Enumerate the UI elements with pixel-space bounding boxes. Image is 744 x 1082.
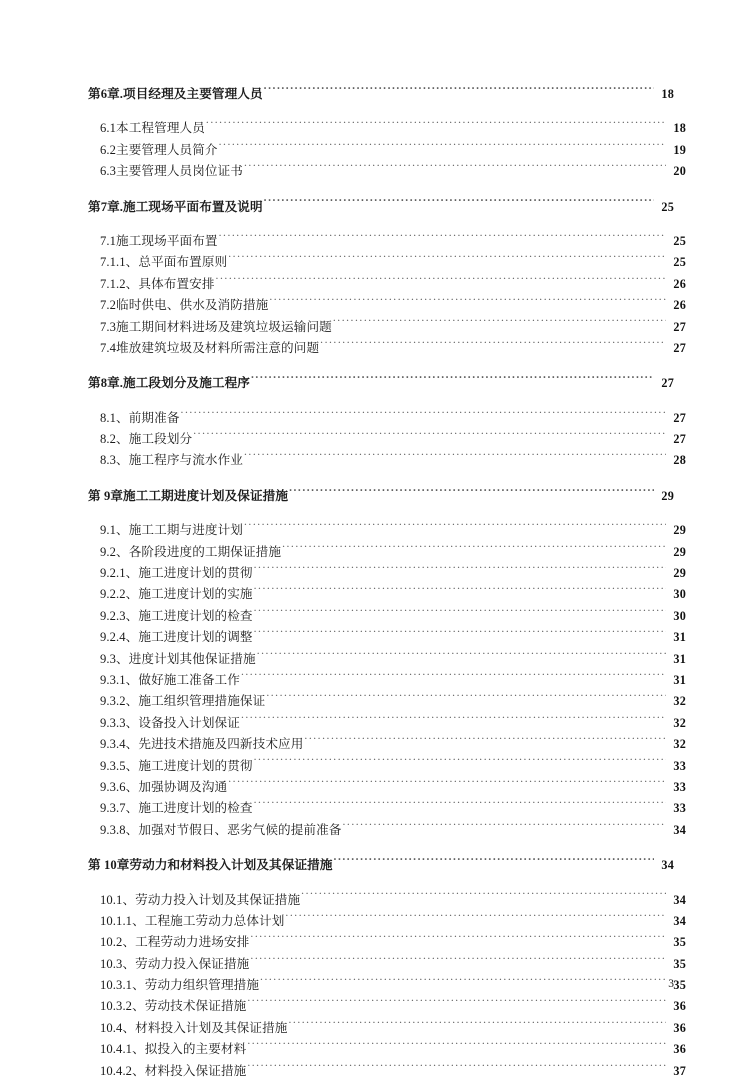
dot-leader	[228, 254, 666, 267]
toc-entry[interactable]	[100, 777, 686, 798]
dot-leader	[247, 998, 666, 1011]
dot-leader	[254, 757, 666, 770]
toc-entry-label: 6.3主要管理人员岗位证书	[100, 164, 243, 179]
toc-entry[interactable]	[100, 161, 686, 182]
dot-leader	[241, 714, 666, 727]
dot-leader	[181, 409, 666, 422]
toc-entry-page-number: 30	[673, 587, 686, 602]
toc-entry-label: 10.1.1、工程施工劳动力总体计划	[100, 913, 285, 928]
toc-entry[interactable]	[100, 627, 686, 648]
toc-entry-page-number: 34	[673, 913, 686, 928]
page-number-footer: 3	[668, 978, 674, 990]
toc-entry-page-number: 32	[673, 737, 686, 752]
dot-leader	[206, 120, 666, 133]
toc-entry[interactable]	[100, 713, 686, 734]
dot-leader	[219, 141, 666, 154]
toc-entry[interactable]	[100, 954, 686, 975]
toc-entry-page-number: 31	[673, 672, 686, 687]
toc-entry[interactable]	[100, 338, 686, 359]
toc-entry-label: 9.3、进度计划其他保证措施	[100, 651, 256, 666]
dot-leader	[244, 452, 666, 465]
toc-entry-label: 9.2.2、施工进度计划的实施	[100, 587, 253, 602]
toc-entry-page-number: 26	[673, 276, 686, 291]
toc-entry-label: 10.1、劳动力投入计划及其保证措施	[100, 892, 301, 907]
toc-entry[interactable]	[100, 606, 686, 627]
toc-entry-page-number: 18	[661, 87, 674, 101]
dot-leader	[304, 736, 666, 749]
toc-entry-page-number: 27	[661, 376, 674, 391]
toc-entry[interactable]	[100, 252, 686, 273]
toc-entry-page-number: 25	[673, 255, 686, 270]
dot-leader	[219, 232, 666, 245]
toc-entry[interactable]	[100, 231, 686, 252]
toc-entry[interactable]	[100, 734, 686, 755]
toc-entry[interactable]	[100, 691, 686, 712]
toc-entry-label: 9.2、各阶段进度的工期保证措施	[100, 544, 282, 559]
toc-entry[interactable]	[100, 450, 686, 471]
toc-entry[interactable]	[100, 890, 686, 911]
dot-leader	[333, 318, 666, 331]
toc-entry-label: 7.1.1、总平面布置原则	[100, 255, 228, 270]
dot-leader	[301, 891, 666, 904]
toc-entry-page-number: 36	[673, 999, 686, 1014]
toc-entry[interactable]	[100, 317, 686, 338]
dot-leader	[244, 163, 666, 176]
toc-entry-label: 9.2.3、施工进度计划的检查	[100, 608, 253, 623]
toc-chapter-entry[interactable]	[88, 197, 674, 218]
toc-entry-label: 9.3.8、加强对节假日、恶劣气候的提前准备	[100, 822, 342, 837]
table-of-contents	[88, 84, 686, 1082]
toc-entry-label: 8.2、施工段划分	[100, 432, 193, 447]
toc-entry[interactable]	[100, 563, 686, 584]
dot-leader	[254, 629, 666, 642]
toc-entry-page-number: 37	[673, 1063, 686, 1078]
toc-entry[interactable]	[100, 756, 686, 777]
toc-entry-label: 7.1.2、具体布置安排	[100, 276, 215, 291]
toc-entry-page-number: 35	[673, 935, 686, 950]
dot-leader	[334, 857, 654, 870]
dot-leader	[254, 607, 666, 620]
toc-entry[interactable]	[100, 274, 686, 295]
toc-entry-label: 第6章.项目经理及主要管理人员	[88, 87, 263, 101]
toc-entry-label: 第8章.施工段划分及施工程序	[88, 376, 250, 391]
toc-entry[interactable]	[100, 932, 686, 953]
dot-leader	[266, 693, 666, 706]
toc-entry-label: 9.2.4、施工进度计划的调整	[100, 630, 253, 645]
toc-entry-page-number: 29	[673, 523, 686, 538]
toc-entry-page-number: 34	[673, 822, 686, 837]
toc-entry-label: 8.3、施工程序与流水作业	[100, 453, 243, 468]
toc-entry[interactable]	[100, 118, 686, 139]
dot-leader	[193, 430, 666, 443]
toc-entry-page-number: 32	[673, 694, 686, 709]
toc-entry-label: 7.1施工现场平面布置	[100, 233, 218, 248]
toc-entry-label: 9.3.5、施工进度计划的贯彻	[100, 758, 253, 773]
dot-leader	[254, 564, 666, 577]
toc-entry-label: 10.3.1、劳动力组织管理措施	[100, 978, 260, 993]
toc-entry-label: 7.4堆放建筑垃圾及材料所需注意的问题	[100, 340, 320, 355]
toc-entry[interactable]	[100, 649, 686, 670]
toc-entry[interactable]	[100, 140, 686, 161]
toc-entry-label: 第7章.施工现场平面布置及说明	[88, 199, 263, 214]
toc-entry-label: 9.3.3、设备投入计划保证	[100, 715, 240, 730]
toc-entry[interactable]	[100, 911, 686, 932]
dot-leader	[288, 1019, 666, 1032]
toc-entry-page-number: 25	[661, 199, 674, 214]
toc-entry-label: 8.1、前期准备	[100, 410, 180, 425]
toc-entry-label: 第 9章施工工期进度计划及保证措施	[88, 488, 289, 503]
dot-leader	[247, 1062, 666, 1075]
toc-entry-label: 7.2临时供电、供水及消防措施	[100, 298, 269, 313]
toc-entry[interactable]	[100, 798, 686, 819]
toc-entry-page-number: 18	[673, 121, 686, 136]
toc-entry-label: 10.3、劳动力投入保证措施	[100, 956, 250, 971]
toc-entry-label: 9.3.6、加强协调及沟通	[100, 779, 228, 794]
dot-leader	[254, 586, 666, 599]
toc-entry-page-number: 20	[673, 164, 686, 179]
toc-entry-page-number: 35	[673, 956, 686, 971]
dot-leader	[228, 778, 666, 791]
dot-leader	[244, 522, 666, 535]
toc-chapter-entry[interactable]	[88, 373, 674, 394]
toc-entry-page-number: 27	[673, 319, 686, 334]
toc-entry-page-number: 27	[673, 340, 686, 355]
toc-entry-page-number: 33	[673, 801, 686, 816]
toc-entry-page-number: 36	[673, 1020, 686, 1035]
toc-entry-label: 10.2、工程劳动力进场安排	[100, 935, 250, 950]
dot-leader	[216, 275, 666, 288]
toc-entry-page-number: 28	[673, 453, 686, 468]
dot-leader	[264, 85, 654, 98]
toc-chapter-entry[interactable]	[88, 486, 674, 507]
toc-entry-page-number: 29	[661, 488, 674, 503]
toc-entry-label: 9.3.2、施工组织管理措施保证	[100, 694, 266, 709]
toc-entry[interactable]	[100, 1039, 686, 1060]
dot-leader	[320, 339, 666, 352]
toc-entry-page-number: 26	[673, 298, 686, 313]
toc-entry-label: 10.4、材料投入计划及其保证措施	[100, 1020, 288, 1035]
toc-entry-page-number: 35	[673, 978, 686, 993]
toc-entry-label: 10.4.1、拟投入的主要材料	[100, 1042, 247, 1057]
toc-entry[interactable]	[100, 820, 686, 841]
toc-entry[interactable]	[100, 670, 686, 691]
toc-entry-page-number: 34	[673, 892, 686, 907]
dot-leader	[285, 912, 666, 925]
toc-entry-label: 9.3.1、做好施工准备工作	[100, 672, 240, 687]
toc-entry-page-number: 33	[673, 758, 686, 773]
toc-entry[interactable]	[100, 542, 686, 563]
dot-leader	[250, 955, 666, 968]
dot-leader	[269, 297, 666, 310]
toc-entry-page-number: 30	[673, 608, 686, 623]
toc-entry-label: 7.3施工期间材料进场及建筑垃圾运输问题	[100, 319, 332, 334]
toc-entry[interactable]	[100, 584, 686, 605]
toc-entry-page-number: 29	[673, 566, 686, 581]
toc-entry-page-number: 27	[673, 432, 686, 447]
toc-entry[interactable]	[100, 295, 686, 316]
toc-entry-label: 9.3.7、施工进度计划的检查	[100, 801, 253, 816]
toc-entry-page-number: 31	[673, 630, 686, 645]
toc-entry[interactable]	[100, 1061, 686, 1082]
toc-entry-label: 9.1、施工工期与进度计划	[100, 523, 243, 538]
toc-entry-label: 9.3.4、先进技术措施及四新技术应用	[100, 737, 304, 752]
toc-entry-page-number: 34	[661, 858, 674, 873]
dot-leader	[289, 487, 654, 500]
dot-leader	[254, 800, 666, 813]
toc-entry-label: 6.1本工程管理人员	[100, 121, 205, 136]
toc-chapter-entry[interactable]	[88, 855, 674, 876]
toc-entry-page-number: 29	[673, 544, 686, 559]
toc-entry-label: 10.3.2、劳动技术保证措施	[100, 999, 247, 1014]
toc-entry-label: 第 10章劳动力和材料投入计划及其保证措施	[88, 858, 333, 873]
dot-leader	[251, 375, 654, 388]
toc-entry-label: 10.4.2、材料投入保证措施	[100, 1063, 247, 1078]
dot-leader	[282, 543, 666, 556]
toc-entry[interactable]	[100, 520, 686, 541]
toc-entry-page-number: 19	[673, 142, 686, 157]
toc-chapter-entry[interactable]	[88, 84, 674, 105]
dot-leader	[342, 821, 666, 834]
dot-leader	[241, 671, 666, 684]
toc-entry-page-number: 25	[673, 233, 686, 248]
toc-entry-page-number: 33	[673, 779, 686, 794]
dot-leader	[250, 934, 666, 947]
toc-entry[interactable]	[100, 429, 686, 450]
toc-entry[interactable]	[100, 1018, 686, 1039]
dot-leader	[257, 650, 666, 663]
toc-entry[interactable]	[100, 996, 686, 1017]
toc-entry-page-number: 36	[673, 1042, 686, 1057]
toc-entry-label: 9.2.1、施工进度计划的贯彻	[100, 566, 253, 581]
toc-entry-page-number: 31	[673, 651, 686, 666]
toc-entry-page-number: 27	[673, 410, 686, 425]
dot-leader	[264, 198, 654, 211]
toc-entry[interactable]	[100, 408, 686, 429]
toc-entry-label: 6.2主要管理人员简介	[100, 142, 218, 157]
dot-leader	[247, 1041, 666, 1054]
toc-entry-page-number: 32	[673, 715, 686, 730]
